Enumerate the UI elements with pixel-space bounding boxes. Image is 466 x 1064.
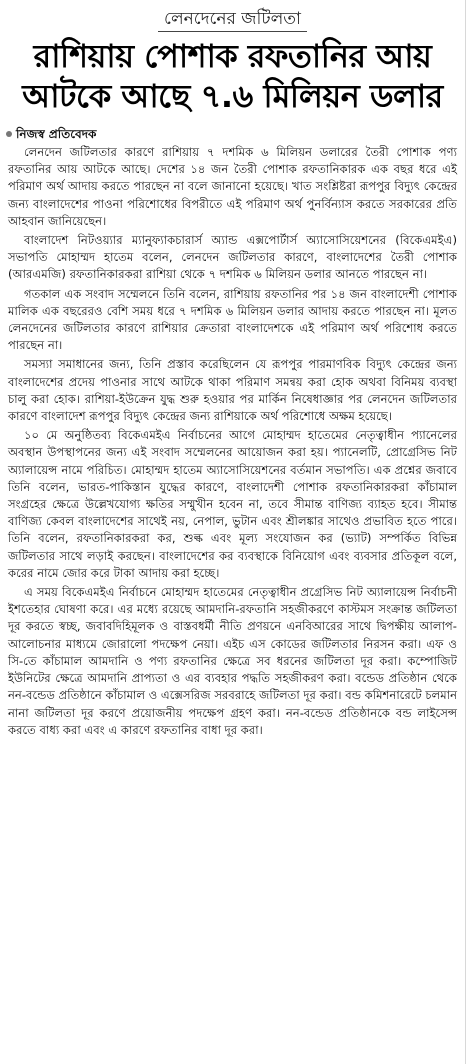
article-body <box>6 144 459 739</box>
headline: রাশিয়ায় পোশাক রফতানির আয় আটকে আছে ৭.৬ মিলিয়ন ডলার <box>22 37 443 115</box>
paragraph: ১০ মে অনুষ্ঠিতব্য বিকেএমইএ নির্বাচনের আগে মোহাম্মদ হাতেমের নেতৃত্বাধীন প্যানেলের অবস্থান উপস্থাপনের জন্য এই সংবাদ সম্মেলনের আয়োজন করা হয়। প্যানেলটি, প্রোগ্রেসিভ নিট অ্যালায়েন্স নামে পরিচিত। মোহাম্মদ হাতেম অ্যাসোসিয়েশনের বর্তমান সভাপতি। এক প্রশ্নের জবাবে তিনি বলেন, ভারত-পাকিস্তান যুদ্ধের কারণে, বাংলাদেশী পোশাক রফতানিকারকরা কাঁচামাল সংগ্রহের ক্ষেত্রে উল্লেখযোগ্য ক্ষতির সম্মুখীন হবেন না, তবে সীমান্ত বাণিজ্য ব্যাহত হবে। সীমান্ত বাণিজ্য কেবল বাংলাদেশের সাথেই নয়, নেপাল, ভুটান এবং শ্রীলঙ্কার সাথেও প্রভাবিত হতে পারে। তিনি বলেন, রফতানিকারকরা কর, শুল্ক এবং মূল্য সংযোজন কর (ভ্যাট) সম্পর্কিত বিভিন্ন জটিলতার সাথে লড়াই করছেন। বাংলাদেশের কর ব্যবস্থাকে বিনিয়োগ এবং ব্যবসার প্রতিকূল বলে, করের নামে জোর করে টাকা আদায় করা হচ্ছে। <box>8 428 457 580</box>
paragraph: গতকাল এক সংবাদ সম্মেলনে তিনি বলেন, রাশিয়ায় রফতানির পর ১৪ জন বাংলাদেশী পোশাক মালিক এক বছরেরও বেশি সময় ধরে ৭ দশমিক ৬ মিলিয়ন ডলার আদায় করতে পারছেন না। মূলত লেনদেনের জটিলতার কারণে রাশিয়ার ক্রেতারা বাংলাদেশকে এই পরিমাণ অর্থ পরিশোধ করতে পারছেন না। <box>8 286 457 353</box>
paragraph: বাংলাদেশ নিটওয়্যার ম্যানুফ্যাকচারার্স অ্যান্ড এক্সপোর্টার্স অ্যাসোসিয়েশনের (বিকেএমইএ) সভাপতি মোহাম্মদ হাতেম বলেন, লেনদেন জটিলতার কারণে, বাংলাদেশের তৈরী পোশাক (আরএমজি) রফতানিকারকরা রাশিয়া থেকে ৭ দশমিক ৬ মিলিয়ন ডলার আনতে পারছেন না। <box>8 233 457 282</box>
bullet-icon <box>6 131 12 137</box>
kicker <box>6 8 459 32</box>
byline-text: নিজস্ব প্রতিবেদক <box>16 127 97 141</box>
kicker-text: লেনদেনের জটিলতা <box>158 8 307 32</box>
paragraph: এ সময় বিকেএমইএ নির্বাচনে মোহাম্মদ হাতেমের নেতৃত্বাধীন প্রগ্রেসিভ নিট অ্যালায়েন্স নির্বাচনী ইশতেহার ঘোষণা করে। এর মধ্যে রয়েছে আমদানি-রফতানি সহজীকরণে কাস্টমস সংক্রান্ত জটিলতা দূর করতে স্বচ্ছ, জবাবদিহিমূলক ও বাস্তবধর্মী নীতি প্রণয়নে এনবিআরের সাথে দ্বিপক্ষীয় আলাপ-আলোচনার মাধ্যমে জোরালো পদক্ষেপ নেয়া। এইচ এস কোডের জটিলতার নিরসন করা। এফ ও সি-তে কাঁচামাল আমদানি ও পণ্য রফতানির ক্ষেত্রে সব ধরনের জটিলতা দূর করা। কম্পোজিট ইউনিটের ক্ষেত্রে আমদানি প্রাপ্যতা ও এর ব্যবহার পদ্ধতি সহজীকরণ করা। বন্ডেড প্রতিষ্ঠান থেকে নন-বন্ডেড প্রতিষ্ঠানে কাঁচামাল ও এক্সেসরিজ সরবরাহে জটিলতা দূর করা। বন্ড কমিশনারেটে চলমান নানা জটিলতা দূর করণে প্রয়োজনীয় পদক্ষেপ গ্রহণ করা। নন-বন্ডেড প্রতিষ্ঠানকে বন্ড লাইসেন্স করতে বাধ্য করা এবং এ কারণে রফতানির বাধা দূর করা। <box>8 585 457 737</box>
byline <box>6 126 459 142</box>
paragraph: সমস্যা সমাধানের জন্য, তিনি প্রস্তাব করেছিলেন যে রূপপুর পারমাণবিক বিদ্যুৎ কেন্দ্রের জন্য বাংলাদেশের প্রদেয় পাওনার সাথে আটকে থাকা পরিমাণ সমন্বয় করা হোক অথবা বিনিময় ব্যবস্থা চালু করা হোক। রাশিয়া-ইউক্রেন যুদ্ধ শুরু হওয়ার পর মার্কিন নিষেধাজ্ঞার পর লেনদেন জটিলতার কারণে বাংলাদেশ রূপপুর বিদ্যুৎ কেন্দ্রের জন্য রাশিয়াকে অর্থ পরিশোধে অক্ষম হয়েছে। <box>8 357 457 424</box>
paragraph: লেনদেন জটিলতার কারণে রাশিয়ায় ৭ দশমিক ৬ মিলিয়ন ডলারের তৈরী পোশাক পণ্য রফতানির আয় আটকে আছে। দেশের ১৪ জন তৈরী পোশাক রফতানিকারক এক বছর ধরে এই পরিমাণ অর্থ আদায় করতে পারছেন না বলে জানানো হয়েছে। খাত সংশ্লিষ্টরা রূপপুর বিদ্যুৎ কেন্দ্রের জন্য বাংলাদেশের পাওনা পরিশোধের বিপরীতে এই পরিমাণ অর্থ পুনর্বিন্যাস করতে সরকারের প্রতি আহবান জানিয়েছেন। <box>8 145 457 228</box>
